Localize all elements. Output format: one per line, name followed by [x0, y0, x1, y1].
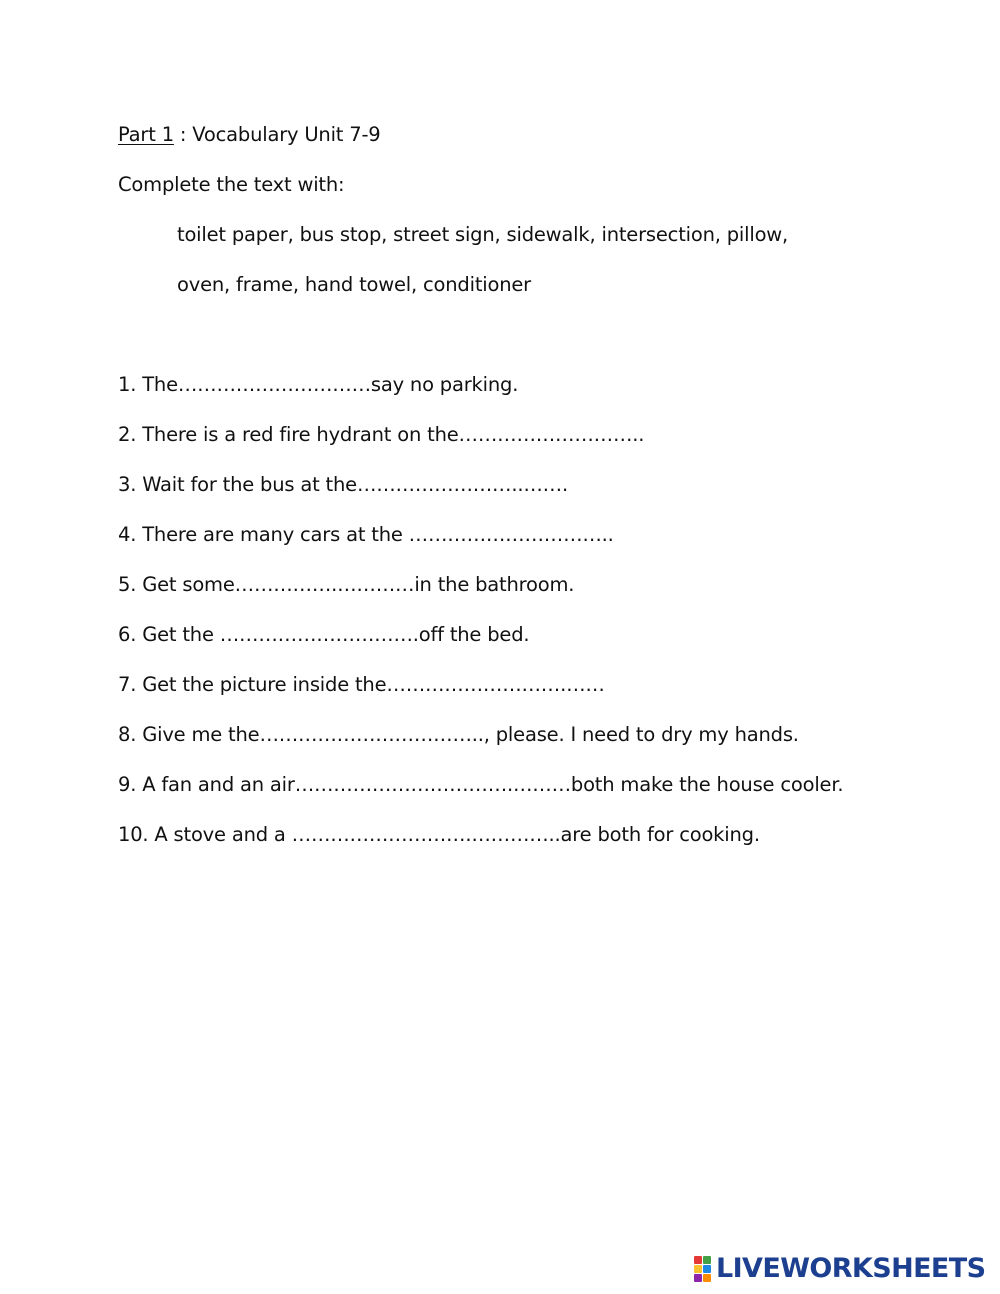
- word-bank-line-1: toilet paper, bus stop, street sign, sidewalk, intersection, pillow,: [177, 223, 789, 246]
- logo-text: LIVEWORKSHEETS: [716, 1253, 986, 1284]
- question-3: 3. Wait for the bus at the……………………..…….: [118, 473, 568, 496]
- question-7: 7. Get the picture inside the……………………….……: [118, 673, 605, 696]
- question-9: 9. A fan and an air…………………………….………both make the house cooler.: [118, 773, 844, 796]
- question-5: 5. Get some…………….…………in the bathroom.: [118, 573, 575, 596]
- part-label: Part 1: [118, 123, 174, 146]
- question-8: 8. Give me the…………………………….., please. I need to dry my hands.: [118, 723, 799, 746]
- part-title: : Vocabulary Unit 7-9: [173, 123, 381, 146]
- word-bank-line-2: oven, frame, hand towel, conditioner: [177, 273, 531, 296]
- question-4: 4. There are many cars at the …………………………..: [118, 523, 614, 546]
- logo-mark-icon: [694, 1256, 711, 1282]
- liveworksheets-logo: [694, 1253, 986, 1284]
- question-1: 1. The…………………………say no parking.: [118, 373, 519, 396]
- question-10: 10. A stove and a ……………………….…………..are both for cooking.: [118, 823, 760, 846]
- instruction-text: Complete the text with:: [118, 173, 345, 196]
- question-6: 6. Get the ………………………….off the bed.: [118, 623, 530, 646]
- part-heading: [118, 122, 381, 148]
- question-2: 2. There is a red fire hydrant on the………………………..: [118, 423, 645, 446]
